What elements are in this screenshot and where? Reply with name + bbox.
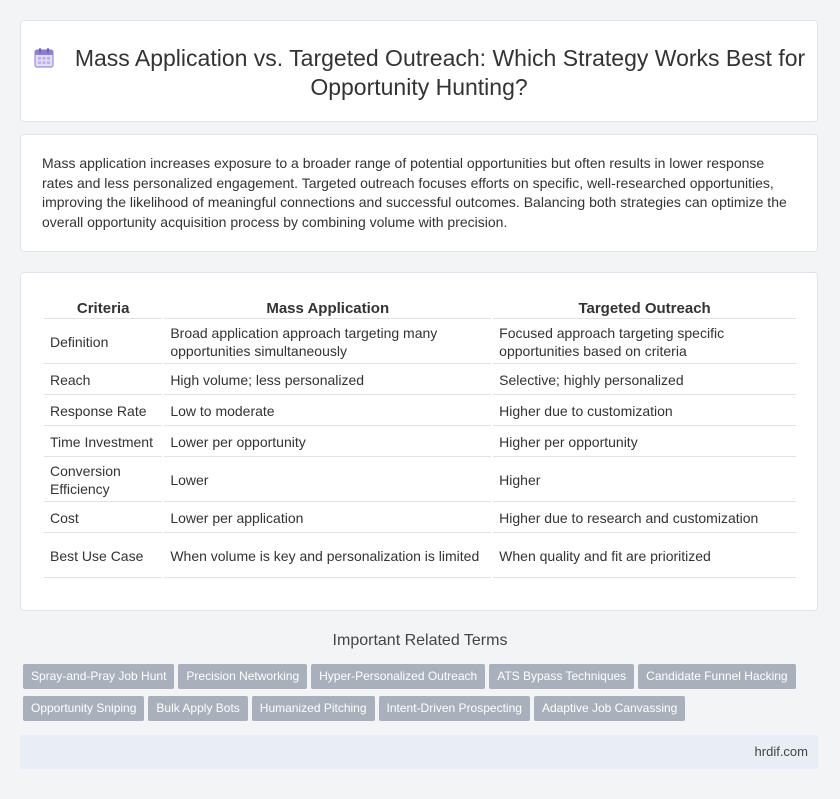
related-term-tag[interactable]: Spray-and-Pray Job Hunt	[23, 664, 174, 689]
table-row	[44, 428, 796, 457]
table-row	[44, 366, 796, 395]
page-title: Mass Application vs. Targeted Outreach: Which Strategy Works Best for Opportunity Hunting?	[74, 45, 806, 100]
mass-application-cell: Lower per opportunity	[164, 428, 491, 457]
mass-application-cell: High volume; less personalized	[164, 366, 491, 395]
targeted-outreach-cell: When quality and fit are prioritized	[493, 535, 796, 578]
related-term-tag[interactable]: Hyper-Personalized Outreach	[311, 664, 485, 689]
criteria-cell: Definition	[44, 321, 162, 364]
mass-application-cell: Lower per application	[164, 504, 491, 533]
footer-site-link[interactable]: hrdif.com	[754, 744, 808, 759]
criteria-cell: Conversion Efficiency	[44, 459, 162, 502]
column-header: Mass Application	[164, 296, 491, 319]
mass-application-cell: Low to moderate	[164, 397, 491, 426]
related-term-tag[interactable]: Opportunity Sniping	[23, 696, 144, 721]
targeted-outreach-cell: Higher per opportunity	[493, 428, 796, 457]
targeted-outreach-cell: Selective; highly personalized	[493, 366, 796, 395]
table-header-row	[44, 296, 796, 319]
criteria-cell: Time Investment	[44, 428, 162, 457]
intro-paragraph: Mass application increases exposure to a broader range of potential opportunities but often results in lower response rates and less personalized engagement. Targeted outreach focuses efforts on specific, well-researched opportunities, improving the likelihood of meaningful connections and successful outcomes. Balancing both strategies can optimize the overall opportunity acquisition process by combining volume with precision.	[42, 155, 787, 230]
related-term-tag[interactable]: Bulk Apply Bots	[148, 696, 247, 721]
mass-application-cell: When volume is key and personalization is limited	[164, 535, 491, 578]
intro-card	[20, 134, 818, 252]
related-terms-list	[23, 664, 813, 728]
mass-application-cell: Lower	[164, 459, 491, 502]
related-term-tag[interactable]: Candidate Funnel Hacking	[638, 664, 795, 689]
criteria-cell: Cost	[44, 504, 162, 533]
criteria-cell: Response Rate	[44, 397, 162, 426]
criteria-cell: Best Use Case	[44, 535, 162, 578]
header-card	[20, 20, 818, 122]
column-header: Targeted Outreach	[493, 296, 796, 319]
table-row	[44, 397, 796, 426]
page-title-wrap	[21, 44, 817, 102]
targeted-outreach-cell: Focused approach targeting specific opportunities based on criteria	[493, 321, 796, 364]
related-term-tag[interactable]: Precision Networking	[178, 664, 307, 689]
related-term-tag[interactable]: Adaptive Job Canvassing	[534, 696, 685, 721]
column-header: Criteria	[44, 296, 162, 319]
comparison-table-card	[20, 272, 818, 611]
criteria-cell: Reach	[44, 366, 162, 395]
footer-bar	[20, 735, 818, 769]
mass-application-cell: Broad application approach targeting many opportunities simultaneously	[164, 321, 491, 364]
table-row	[44, 459, 796, 502]
targeted-outreach-cell: Higher due to research and customization	[493, 504, 796, 533]
related-term-tag[interactable]: ATS Bypass Techniques	[489, 664, 634, 689]
targeted-outreach-cell: Higher due to customization	[493, 397, 796, 426]
related-terms-heading: Important Related Terms	[332, 632, 508, 649]
table-row	[44, 321, 796, 364]
related-term-tag[interactable]: Intent-Driven Prospecting	[379, 696, 530, 721]
related-term-tag[interactable]: Humanized Pitching	[252, 696, 375, 721]
table-row	[44, 535, 796, 578]
calendar-icon	[33, 47, 55, 69]
table-row	[44, 504, 796, 533]
targeted-outreach-cell: Higher	[493, 459, 796, 502]
comparison-table	[42, 294, 798, 580]
